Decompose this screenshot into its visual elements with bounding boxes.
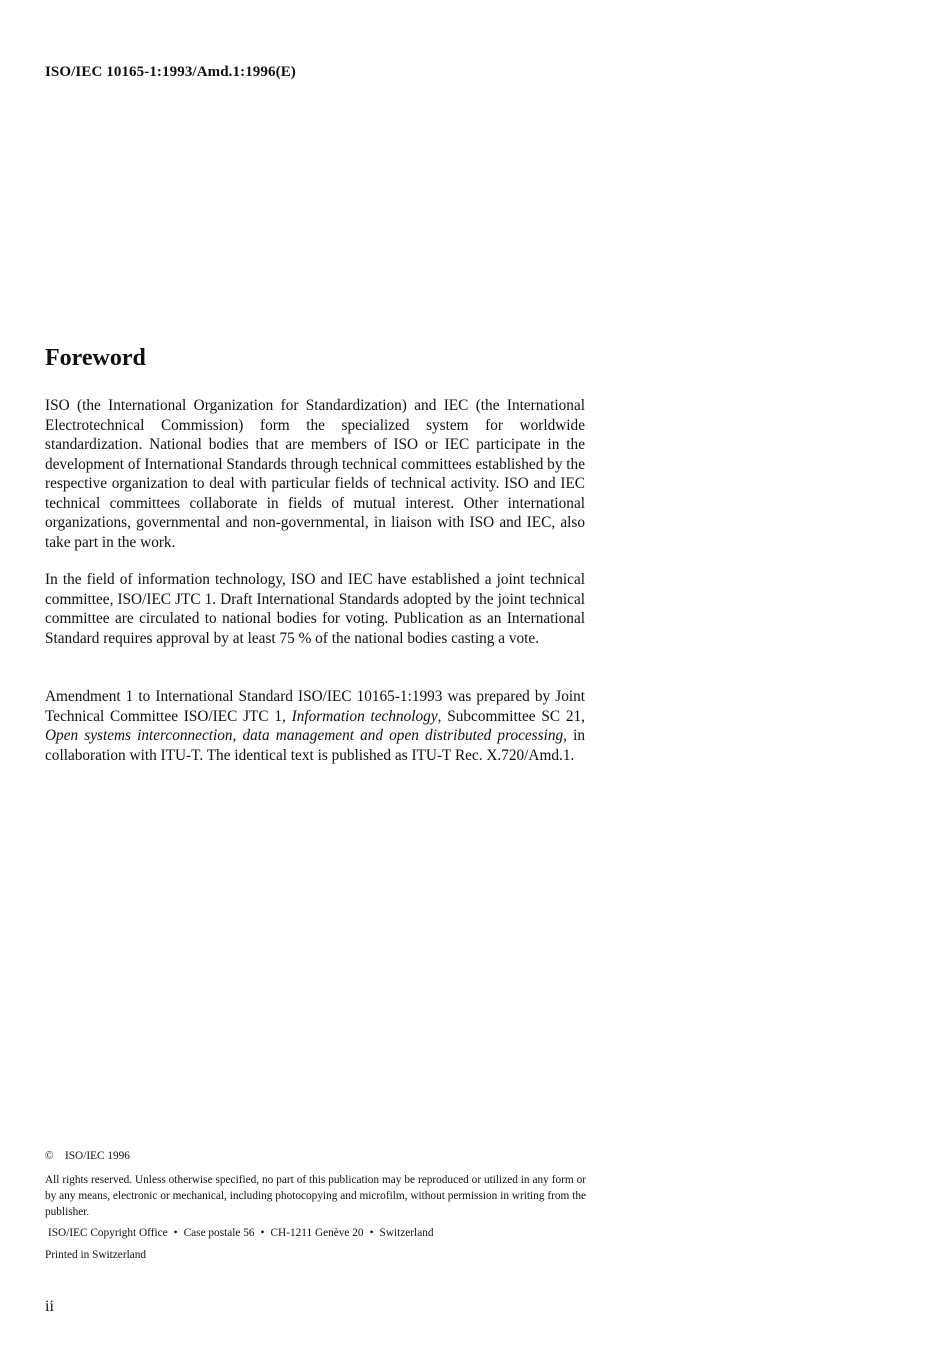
document-header: ISO/IEC 10165-1:1993/Amd.1:1996(E) (45, 64, 296, 80)
copyright-symbol: © (45, 1150, 54, 1162)
copyright-holder: ISO/IEC 1996 (65, 1150, 130, 1162)
paragraph-3-text-a: Amendment 1 to International Standard ISO/IEC 10165-1:1993 was prepared by Joint Technical Committee ISO/IEC JTC 1, (45, 688, 585, 725)
office-city: CH-1211 Genève 20 (270, 1227, 364, 1239)
copyright-block (45, 1148, 586, 1263)
copyright-line (45, 1148, 586, 1164)
bullet-separator: • (173, 1227, 178, 1239)
foreword-paragraph-1: ISO (the International Organization for Standardization) and IEC (the International Electrotechnical Commission) form the specialized system for worldwide standardization. National bodies that are members of ISO or IEC participate in the development of International Standards through technical committees established by the respective organization to deal with particular fields of technical activity. ISO and IEC technical committees collaborate in fields of mutual interest. Other international organizations, governmental and non-governmental, in liaison with ISO and IEC, also take part in the work. (45, 397, 585, 551)
rights-statement: All rights reserved. Unless otherwise specified, no part of this publication may be reproduced or utilized in any form or by any means, electronic or mechanical, including photocopying and microfilm, without permission in writing from the publisher. (45, 1174, 586, 1218)
paragraph-3-text-c: in collaboration with ITU-T. The identical text is published as ITU-T Rec. X.720/Amd.1. (45, 727, 585, 764)
foreword-paragraph-3 (45, 687, 585, 765)
paragraph-3-italic-b: Open systems interconnection, data management and open distributed processing, (45, 727, 567, 744)
page-title: Foreword (45, 345, 146, 371)
bullet-separator: • (260, 1227, 265, 1239)
foreword-paragraph-2: In the field of information technology, ISO and IEC have established a joint technical committee, ISO/IEC JTC 1. Draft International Standards adopted by the joint technical committee are circulated to national bodies for voting. Publication as an International Standard requires approval by at least 75 % of the national bodies casting a vote. (45, 571, 585, 647)
paragraph-3-italic-a: Information technology (291, 707, 438, 725)
printed-in: Printed in Switzerland (45, 1249, 147, 1261)
office-country: Switzerland (379, 1227, 434, 1239)
paragraph-3-text-b: , Subcommittee SC 21, (437, 707, 585, 725)
copyright-office-address (48, 1225, 586, 1241)
office-postal-box: Case postale 56 (183, 1227, 255, 1239)
office-name: ISO/IEC Copyright Office (48, 1227, 168, 1239)
page-number: ii (45, 1298, 54, 1315)
bullet-separator: • (369, 1227, 374, 1239)
